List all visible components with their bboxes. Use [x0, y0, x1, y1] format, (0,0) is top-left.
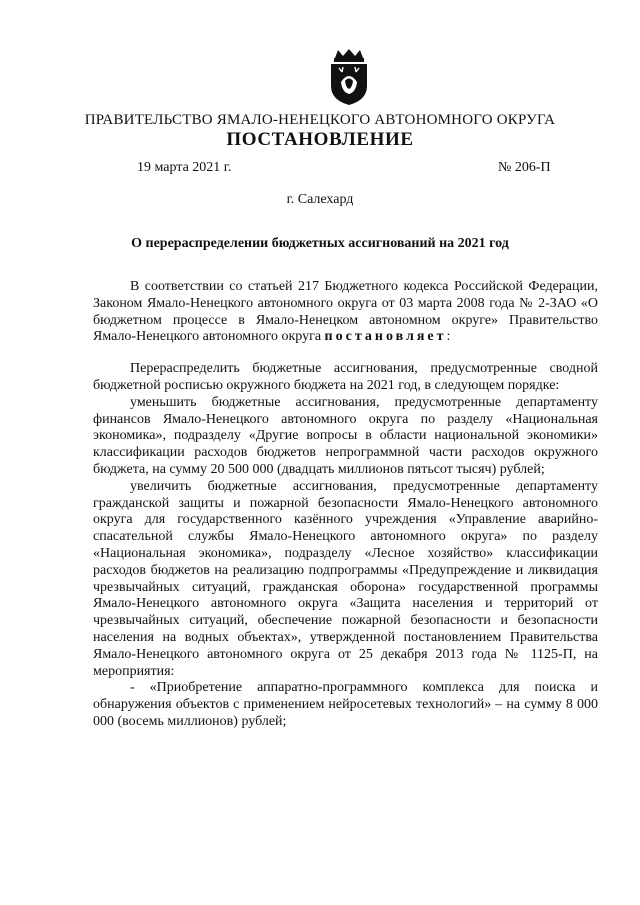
decree-end: :: [446, 329, 451, 345]
government-name: ПРАВИТЕЛЬСТВО ЯМАЛО-НЕНЕЦКОГО АВТОНОМНОГО ОКРУГА: [84, 112, 556, 128]
document-body: [93, 279, 598, 731]
document-place: г. Салехард: [286, 192, 354, 207]
document-date: 19 марта 2021 г.: [137, 160, 232, 175]
decree-word: постановляет: [324, 329, 447, 345]
document-type: ПОСТАНОВЛЕНИЕ: [226, 129, 414, 150]
body-paragraph: увеличить бюджетные ассигнования, предусмотренные департаменту гражданской защиты и пожарной безопасности Ямало-Ненецкого автономного округа для государственного казённого учреждения «Управление аварийно-спасательной службы Ямало-Ненецкого автономного округа» по разделу «Национальная экономика», подразделу «Лесное хозяйство» классификации расходов бюджетов на реализацию подпрограммы «Предупреждение и ликвидация чрезвычайных ситуаций, гражданская оборона» государственной программы Ямало-Ненецкого автономного округа «Защита населения и территорий от чрезвычайных ситуаций, обеспечение пожарной безопасности и безопасности населения на водных объектах», утвержденной постановлением Правительства Ямало-Ненецкого автономного округа от 25 декабря 2013 года № 1125-П, на мероприятия:: [93, 478, 598, 679]
preamble-paragraph: [93, 279, 598, 346]
document-number: № 206-П: [498, 160, 551, 175]
body-paragraph: уменьшить бюджетные ассигнования, предусмотренные департаменту финансов Ямало-Ненецкого автономного округа по разделу «Национальная экономика», подразделу «Другие вопросы в области национальной экономики» классификации расходов бюджетов непрограммной части расходов окружного бюджета, на сумму 20 500 000 (двадцать миллионов пятьсот тысяч) рублей;: [93, 394, 598, 477]
preamble-text: В соответствии со статьей 217 Бюджетного кодекса Российской Федерации, Законом Ямало-Ненецкого автономного округа от 03 марта 2008 года № 2-ЗАО «О бюджетном процессе в Ямало-Ненецком автономном округе» Правительство Ямало-Ненецкого автономного округа: [93, 279, 598, 345]
document-title: О перераспределении бюджетных ассигнований на 2021 год: [131, 236, 509, 251]
body-paragraph: - «Приобретение аппаратно-программного комплекса для поиска и обнаружения объектов с применением нейросетевых технологий» – на сумму 8 000 000 (восемь миллионов) рублей;: [93, 680, 598, 729]
coat-of-arms-icon: [328, 48, 370, 106]
body-paragraph: Перераспределить бюджетные ассигнования, предусмотренные сводной бюджетной росписью окружного бюджета на 2021 год, в следующем порядке:: [93, 361, 598, 393]
